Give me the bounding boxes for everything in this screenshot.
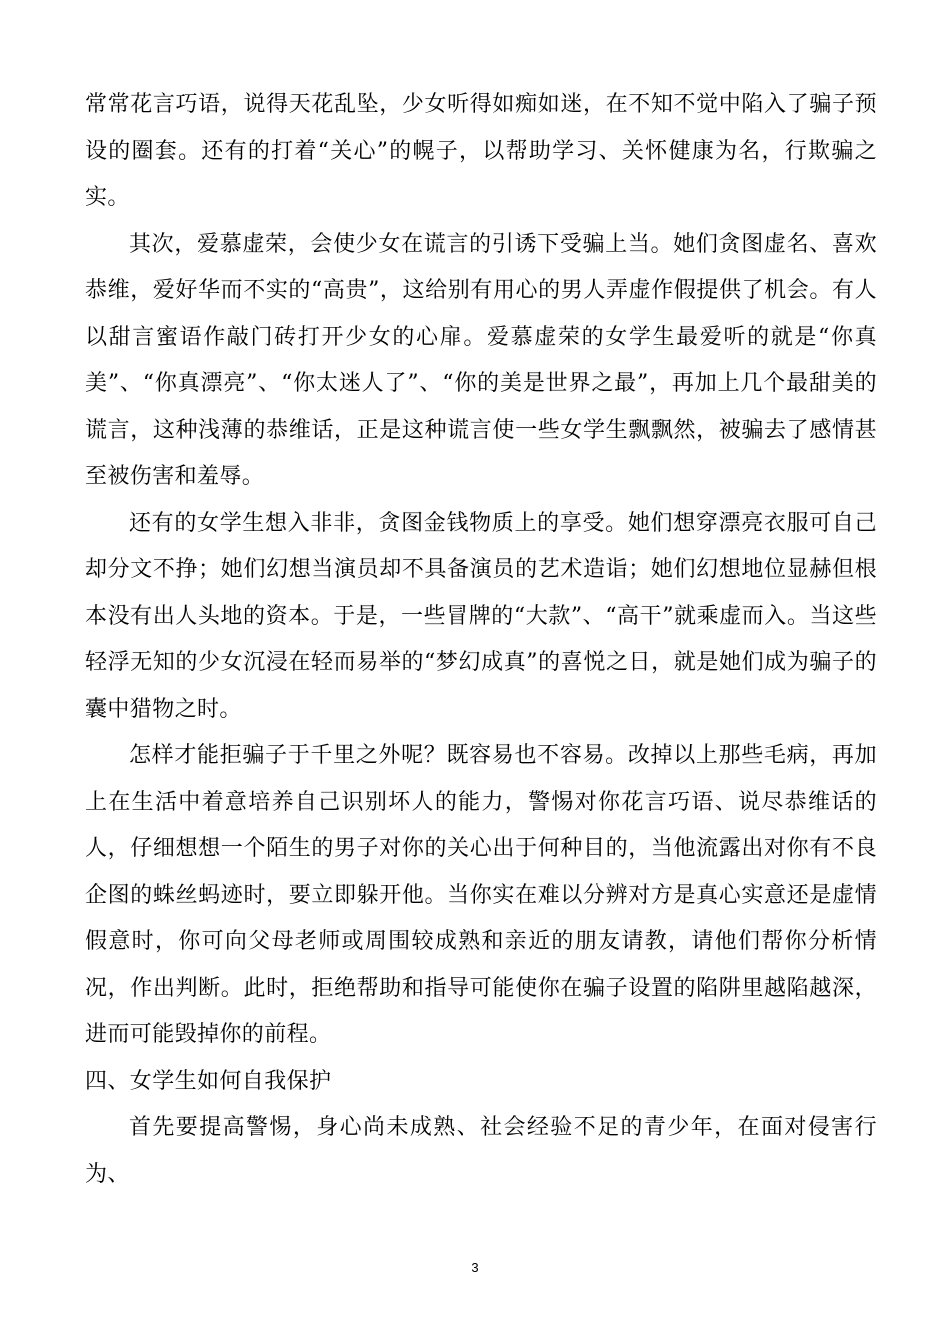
section-heading: 四、女学生如何自我保护 bbox=[85, 1068, 332, 1094]
paragraph-continuation: 常常花言巧语，说得天花乱坠，少女听得如痴如迷，在不知不觉中陷入了骗子预设的圈套。还有的打着“关心”的幌子，以帮助学习、关怀健康为名，行欺骗之实。 bbox=[85, 92, 877, 210]
paragraph-self-protection: 首先要提高警惕，身心尚未成熟、社会经验不足的青少年，在面对侵害行为、 bbox=[85, 1115, 877, 1187]
paragraph-vanity: 其次，爱慕虚荣，会使少女在谎言的引诱下受骗上当。她们贪图虚名、喜欢恭维，爱好华而不实的“高贵”，这给别有用心的男人弄虚作假提供了机会。有人以甜言蜜语作敲门砖打开少女的心扉。爱慕虚荣的女学生最爱听的就是“你真美”、“你真漂亮”、“你太迷人了”、“你的美是世界之最”，再加上几个最甜美的谎言，这种浅薄的恭维话，正是这种谎言使一些女学生飘飘然，被骗去了感情甚至被伤害和羞辱。 bbox=[85, 231, 877, 489]
paragraph-avoid-scammers: 怎样才能拒骗子于千里之外呢？既容易也不容易。改掉以上那些毛病，再加上在生活中着意培养自己识别坏人的能力，警惕对你花言巧语、说尽恭维话的人，仔细想想一个陌生的男子对你的关心出于何种目的，当他流露出对你有不良企图的蛛丝蚂迹时，要立即躲开他。当你实在难以分辨对方是真心实意还是虚情假意时，你可向父母老师或周围较成熟和亲近的朋友请教，请他们帮你分析情况，作出判断。此时，拒绝帮助和指导可能使你在骗子设置的陷阱里越陷越深，进而可能毁掉你的前程。 bbox=[85, 743, 877, 1047]
paragraph-material-desire: 还有的女学生想入非非，贪图金钱物质上的享受。她们想穿漂亮衣服可自己却分文不挣；她们幻想当演员却不具备演员的艺术造诣；她们幻想地位显赫但根本没有出人头地的资本。于是，一些冒牌的“大款”、“高干”就乘虚而入。当这些轻浮无知的少女沉浸在轻而易举的“梦幻成真”的喜悦之日，就是她们成为骗子的囊中猎物之时。 bbox=[85, 510, 877, 722]
body-text bbox=[85, 82, 877, 1198]
page-number: 3 bbox=[471, 1260, 479, 1275]
